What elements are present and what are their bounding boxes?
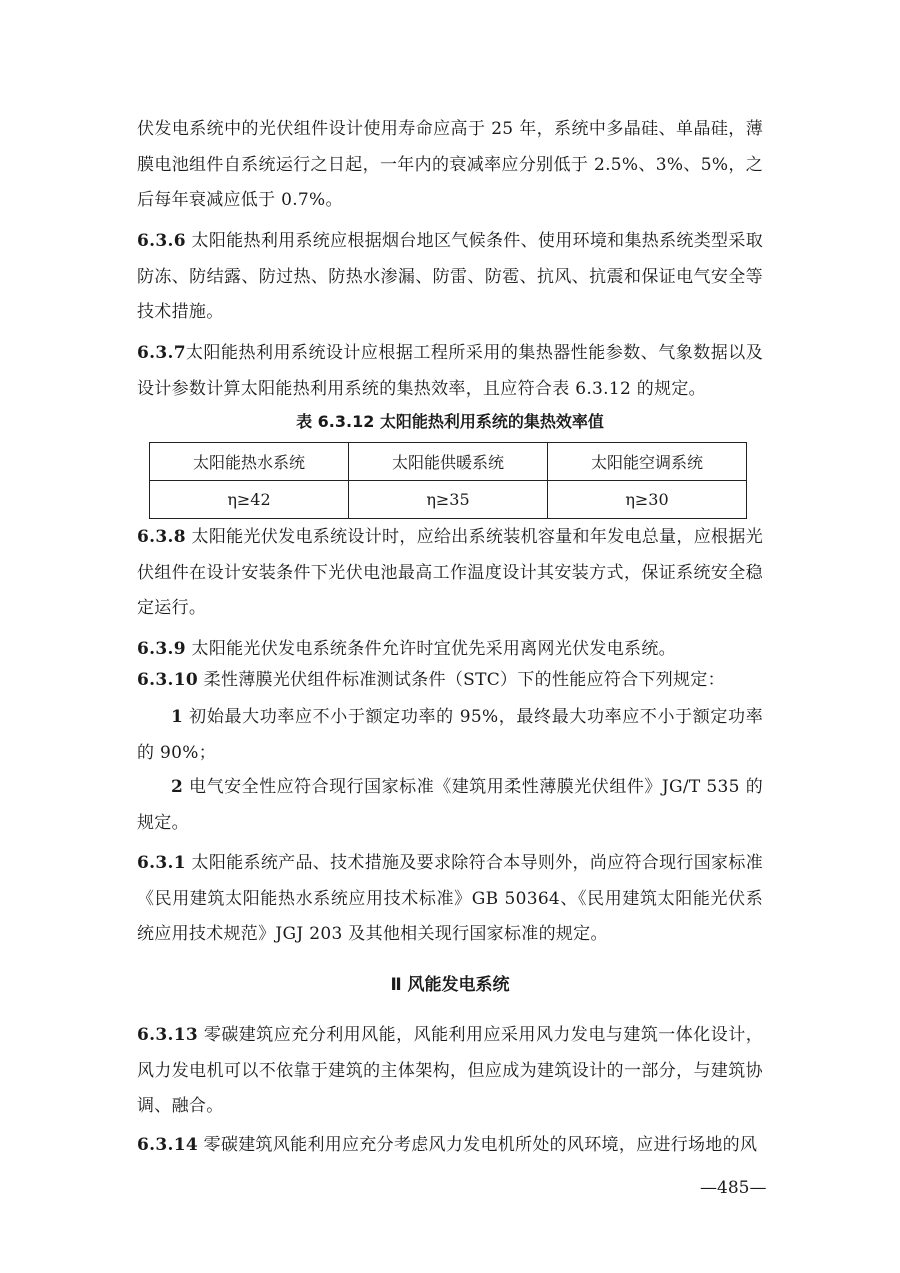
- paragraph-6-3-7: [137, 336, 763, 407]
- item-text: 初始最大功率应不小于额定功率的 95%，最终最大功率应不小于额定功率的 90%；: [137, 707, 763, 763]
- paragraph-text: 太阳能系统产品、技术措施及要求除符合本导则外，尚应符合现行国家标准《民用建筑太阳能热水系统应用技术标准》GB 50364、《民用建筑太阳能光伏系统应用技术规范》JGJ 203 及其他相关现行国家标准的规定。: [137, 853, 763, 944]
- value-cell-air-conditioning: η≥30: [548, 481, 747, 519]
- item-number: 2: [171, 777, 184, 797]
- paragraph-6-3-14: [137, 1128, 763, 1164]
- paragraph-text: 柔性薄膜光伏组件标准测试条件（STC）下的性能应符合下列规定：: [197, 670, 725, 690]
- item-number: 1: [171, 707, 184, 727]
- clause-number: 6.3.7: [137, 343, 186, 363]
- header-cell-air-conditioning: 太阳能空调系统: [548, 443, 747, 481]
- paragraph-6-3-1: [137, 846, 763, 953]
- paragraph-6-3-6: [137, 224, 763, 331]
- section-title: Ⅱ 风能发电系统: [390, 975, 510, 995]
- paragraph-text: 零碳建筑风能利用应充分考虑风力发电机所处的风环境，应进行场地的风: [197, 1135, 758, 1155]
- paragraph-6-3-10: [137, 663, 763, 699]
- clause-number: 6.3.14: [137, 1135, 198, 1155]
- table-header-row: [150, 443, 747, 481]
- clause-number: 6.3.13: [137, 1025, 198, 1045]
- item-text: 电气安全性应符合现行国家标准《建筑用柔性薄膜光伏组件》JG/T 535 的规定。: [137, 777, 763, 833]
- clause-number: 6.3.1: [137, 853, 186, 873]
- value-cell-hot-water: η≥42: [150, 481, 349, 519]
- list-item-1: [137, 700, 763, 771]
- paragraph-pv-lifetime: [137, 112, 763, 219]
- clause-number: 6.3.6: [137, 231, 186, 251]
- table-value-row: [150, 481, 747, 519]
- paragraph-6-3-13: [137, 1018, 763, 1125]
- paragraph-6-3-8: [137, 520, 763, 627]
- value-cell-heating: η≥35: [349, 481, 548, 519]
- paragraph-text: 太阳能热利用系统设计应根据工程所采用的集热器性能参数、气象数据以及设计参数计算太阳能热利用系统的集热效率，且应符合表 6.3.12 的规定。: [137, 343, 763, 399]
- paragraph-text: 太阳能光伏发电系统设计时，应给出系统装机容量和年发电总量，应根据光伏组件在设计安装条件下光伏电池最高工作温度设计其安装方式，保证系统安全稳定运行。: [137, 527, 763, 618]
- paragraph-text: 太阳能热利用系统应根据烟台地区气候条件、使用环境和集热系统类型采取防冻、防结露、防过热、防热水渗漏、防雷、防雹、抗风、抗震和保证电气安全等技术措施。: [137, 231, 763, 322]
- clause-number: 6.3.8: [137, 527, 186, 547]
- efficiency-table: [149, 442, 747, 519]
- page-number: —485—: [700, 1178, 767, 1198]
- clause-number: 6.3.10: [137, 670, 198, 690]
- table-caption: 表 6.3.12 太阳能热利用系统的集热效率值: [296, 412, 604, 431]
- header-cell-hot-water: 太阳能热水系统: [150, 443, 349, 481]
- list-item-2: [137, 770, 763, 841]
- clause-number: 6.3.9: [137, 639, 186, 659]
- paragraph-text: 太阳能光伏发电系统条件允许时宜优先采用离网光伏发电系统。: [185, 639, 676, 659]
- paragraph-text: 伏发电系统中的光伏组件设计使用寿命应高于 25 年，系统中多晶硅、单晶硅，薄膜电池组件自系统运行之日起，一年内的衰减率应分别低于 2.5%、3%、5%，之后每年衰减应低于 0.7%。: [137, 119, 763, 210]
- header-cell-heating: 太阳能供暖系统: [349, 443, 548, 481]
- paragraph-text: 零碳建筑应充分利用风能，风能利用应采用风力发电与建筑一体化设计，风力发电机可以不依靠于建筑的主体架构，但应成为建筑设计的一部分，与建筑协调、融合。: [137, 1025, 763, 1116]
